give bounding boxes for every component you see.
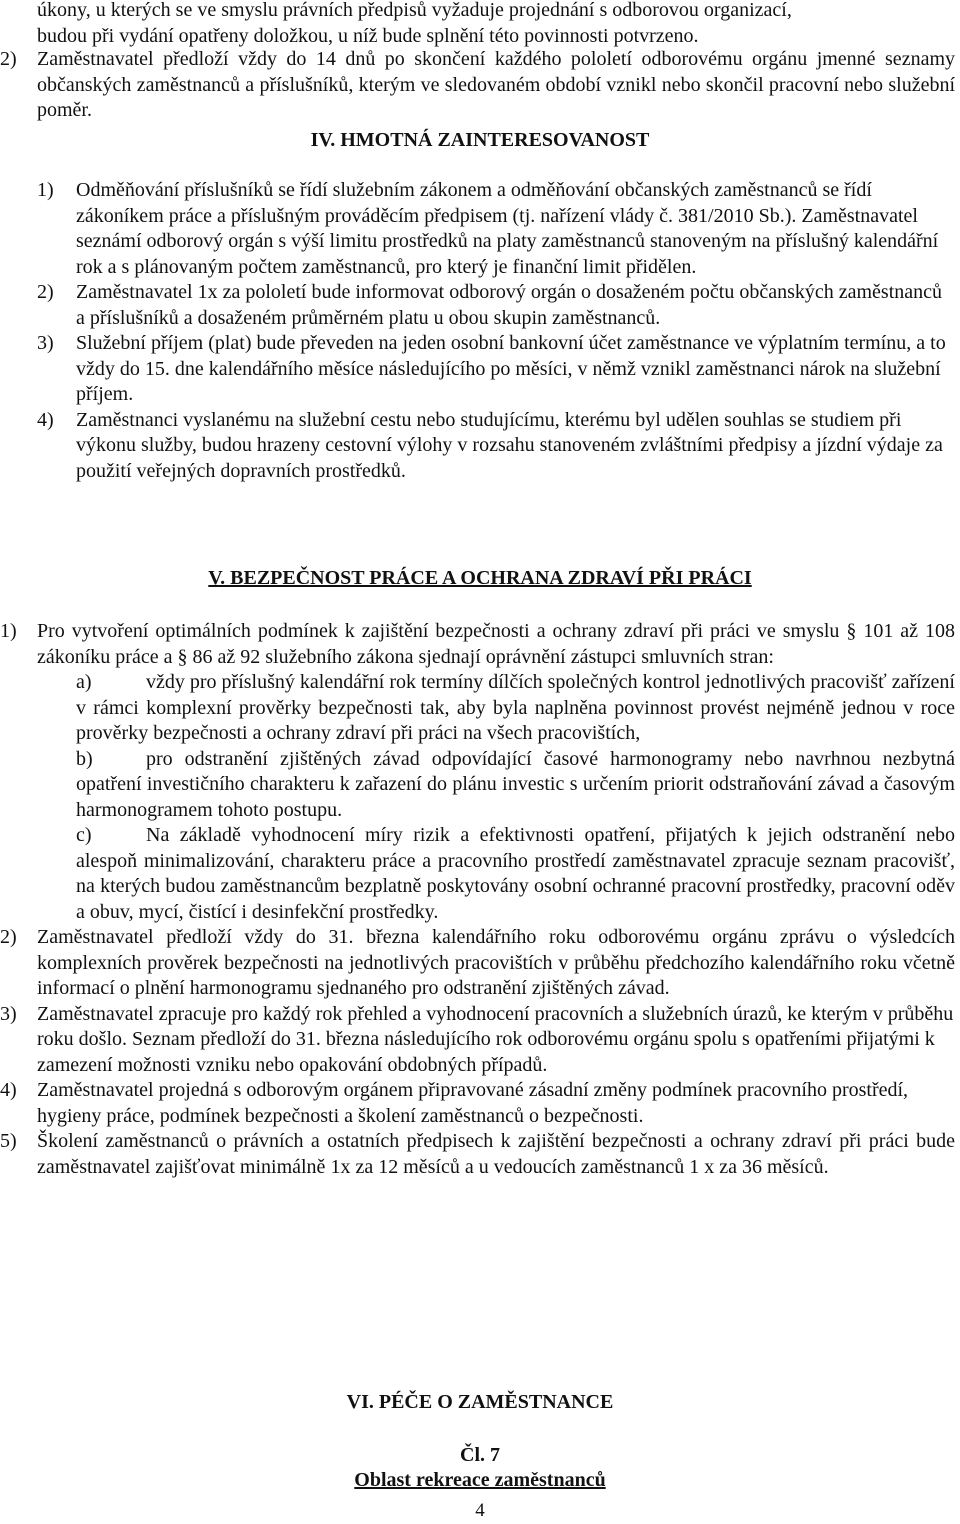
continuation-line: úkony, u kterých se ve smyslu právních předpisů vyžaduje projednání s odborovou organizací, bbox=[37, 0, 792, 21]
sub-item-letter: b) bbox=[76, 747, 93, 770]
sub-item-letter: a) bbox=[76, 671, 92, 693]
sub-item-letter: c) bbox=[76, 824, 92, 846]
item-text: Zaměstnavatel předloží vždy do 14 dnů po skončení každého pololetí odborovému orgánu jmenné seznamy občanských zaměstnanců a příslušníků, kterým ve sledovaném období vznikl nebo skončil pracovní nebo služební poměr. bbox=[37, 48, 955, 121]
list-item bbox=[37, 178, 955, 280]
sub-item-text: pro odstranění zjištěných závad odpovídající časové harmonogramy nebo navrhnou nezbytná opatření investičního charakteru k zařazení do plánu investic s určením priorit odstraňování závad a časovým harmonogramem tohoto postupu. bbox=[76, 747, 955, 821]
sub-list bbox=[76, 670, 955, 925]
list-item bbox=[37, 408, 955, 485]
item-text: Zaměstnavatel 1x za pololetí bude informovat odborový orgán o dosaženém počtu občanských zaměstnanců a příslušníků a dosaženém průměrném platu u obou skupin zaměstnanců. bbox=[76, 281, 943, 329]
section-heading: V. BEZPEČNOST PRÁCE A OCHRANA ZDRAVÍ PŘI PRÁCI bbox=[208, 567, 752, 589]
section-v-list bbox=[0, 619, 955, 1180]
sub-item bbox=[76, 670, 955, 747]
item-number: 3) bbox=[37, 332, 54, 354]
item-number: 1) bbox=[0, 620, 17, 642]
section-heading: IV. HMOTNÁ ZAINTERESOVANOST bbox=[310, 129, 650, 151]
list-item bbox=[37, 280, 955, 331]
list-item bbox=[0, 1129, 955, 1180]
list-item bbox=[0, 1078, 955, 1129]
article-title: Oblast rekreace zaměstnanců bbox=[354, 1469, 606, 1491]
sub-item-text: Na základě vyhodnocení míry rizik a efektivnosti opatření, přijatých k jejich odstranění nebo alespoň minimalizování, charakteru práce a pracovního prostředí zaměstnavatel zpracuje seznam pracovišť, na kterých budou zaměstnancům bezplatně poskytovány osobní ochranné pracovní prostředky, pracovní oděv a obuv, mycí, čistící i desinfekční prostředky. bbox=[76, 824, 955, 923]
item-text: Zaměstnanci vyslanému na služební cestu nebo studujícímu, kterému byl udělen souhlas se studiem při výkonu služby, budou hrazeny cestovní výlohy v rozsahu stanoveném zvláštními předpisy a jízdní výdaje za použití veřejných dopravních prostředků. bbox=[76, 408, 943, 482]
item-text: Zaměstnavatel projedná s odborovým orgánem připravované zásadní změny podmínek pracovního prostředí, hygieny práce, podmínek bezpečnosti a školení zaměstnanců o bezpečnosti. bbox=[37, 1079, 909, 1127]
item-text: Zaměstnavatel zpracuje pro každý rok přehled a vyhodnocení pracovních a služebních úrazů, ke kterým v průběhu roku došlo. Seznam předloží do 31. března následujícího rok odborovému orgánu spolu s opatřeními přijatými k zamezení možnosti vzniku nebo opakování obdobných případů. bbox=[37, 1002, 954, 1076]
item-number: 4) bbox=[37, 408, 54, 431]
page-number: 4 bbox=[475, 1500, 485, 1521]
section-heading: VI. PÉČE O ZAMĚSTNANCE bbox=[346, 1391, 614, 1413]
list-item bbox=[0, 47, 955, 124]
article-number: Čl. 7 bbox=[460, 1444, 500, 1466]
list-item bbox=[0, 1002, 955, 1079]
item-text: Pro vytvoření optimálních podmínek k zajištění bezpečnosti a ochrany zdraví při práci ve smyslu § 101 až 108 zákoníku práce a § 86 až 92 služebního zákona sjednají oprávnění zástupci smluvních stran: bbox=[37, 620, 955, 668]
item-text: Služební příjem (plat) bude převeden na jeden osobní bankovní účet zaměstnance ve výplatním termínu, a to vždy do 15. dne kalendářního měsíce následujícího po měsíci, v němž vznikl zaměstnanci nárok na služební příjem. bbox=[76, 332, 946, 405]
sub-item-text: vždy pro příslušný kalendářní rok termíny dílčích společných kontrol jednotlivých pracovišť zařízení v rámci komplexní prověrky bezpečnosti tak, aby byla naplněna povinnost provést nejméně jednou v roce prověrky bezpečnosti a ochrany zdraví při práci na všech pracovištích, bbox=[76, 671, 955, 744]
item-number: 4) bbox=[0, 1079, 17, 1101]
continuation-line: budou při vydání opatřeny doložkou, u níž bude splnění této povinnosti potvrzeno. bbox=[37, 24, 699, 47]
continuation-text bbox=[37, 0, 955, 49]
section-iv-list bbox=[37, 178, 955, 484]
list-item bbox=[0, 925, 955, 1002]
item-number: 1) bbox=[37, 179, 54, 201]
item-text: Zaměstnavatel předloží vždy do 31. března kalendářního roku odborovému orgánu zprávu o výsledcích komplexních prověrek bezpečnosti na jednotlivých pracovištích v průběhu předchozího kalendářního roku včetně informací o plnění harmonogramu sjednaného pro odstranění zjištěných závad. bbox=[37, 926, 955, 999]
item-text: Odměňování příslušníků se řídí služebním zákonem a odměňování občanských zaměstnanců se řídí zákoníkem práce a příslušným prováděcím předpisem (tj. nařízení vlády č. 381/2010 Sb.). Zaměstnavatel seznámí odborový orgán s výší limitu prostředků na platy zaměstnanců stanoveným na příslušný kalendářní rok a s plánovaným počtem zaměstnanců, pro který je finanční limit přidělen. bbox=[76, 179, 939, 278]
list-item bbox=[0, 619, 955, 925]
item-number: 2) bbox=[37, 281, 54, 303]
sub-item bbox=[76, 747, 955, 824]
item-text: Školení zaměstnanců o právních a ostatních předpisech k zajištění bezpečnosti a ochrany zdraví při práci bude zaměstnavatel zajišťovat minimálně 1x za 12 měsíců a u vedoucích zaměstnanců 1 x za 36 měsíců. bbox=[37, 1130, 955, 1178]
item-number: 2) bbox=[0, 926, 17, 948]
list-item bbox=[37, 331, 955, 408]
sub-item bbox=[76, 823, 955, 925]
item-number: 3) bbox=[0, 1002, 17, 1025]
item-number: 2) bbox=[0, 48, 17, 70]
item-number: 5) bbox=[0, 1130, 17, 1152]
